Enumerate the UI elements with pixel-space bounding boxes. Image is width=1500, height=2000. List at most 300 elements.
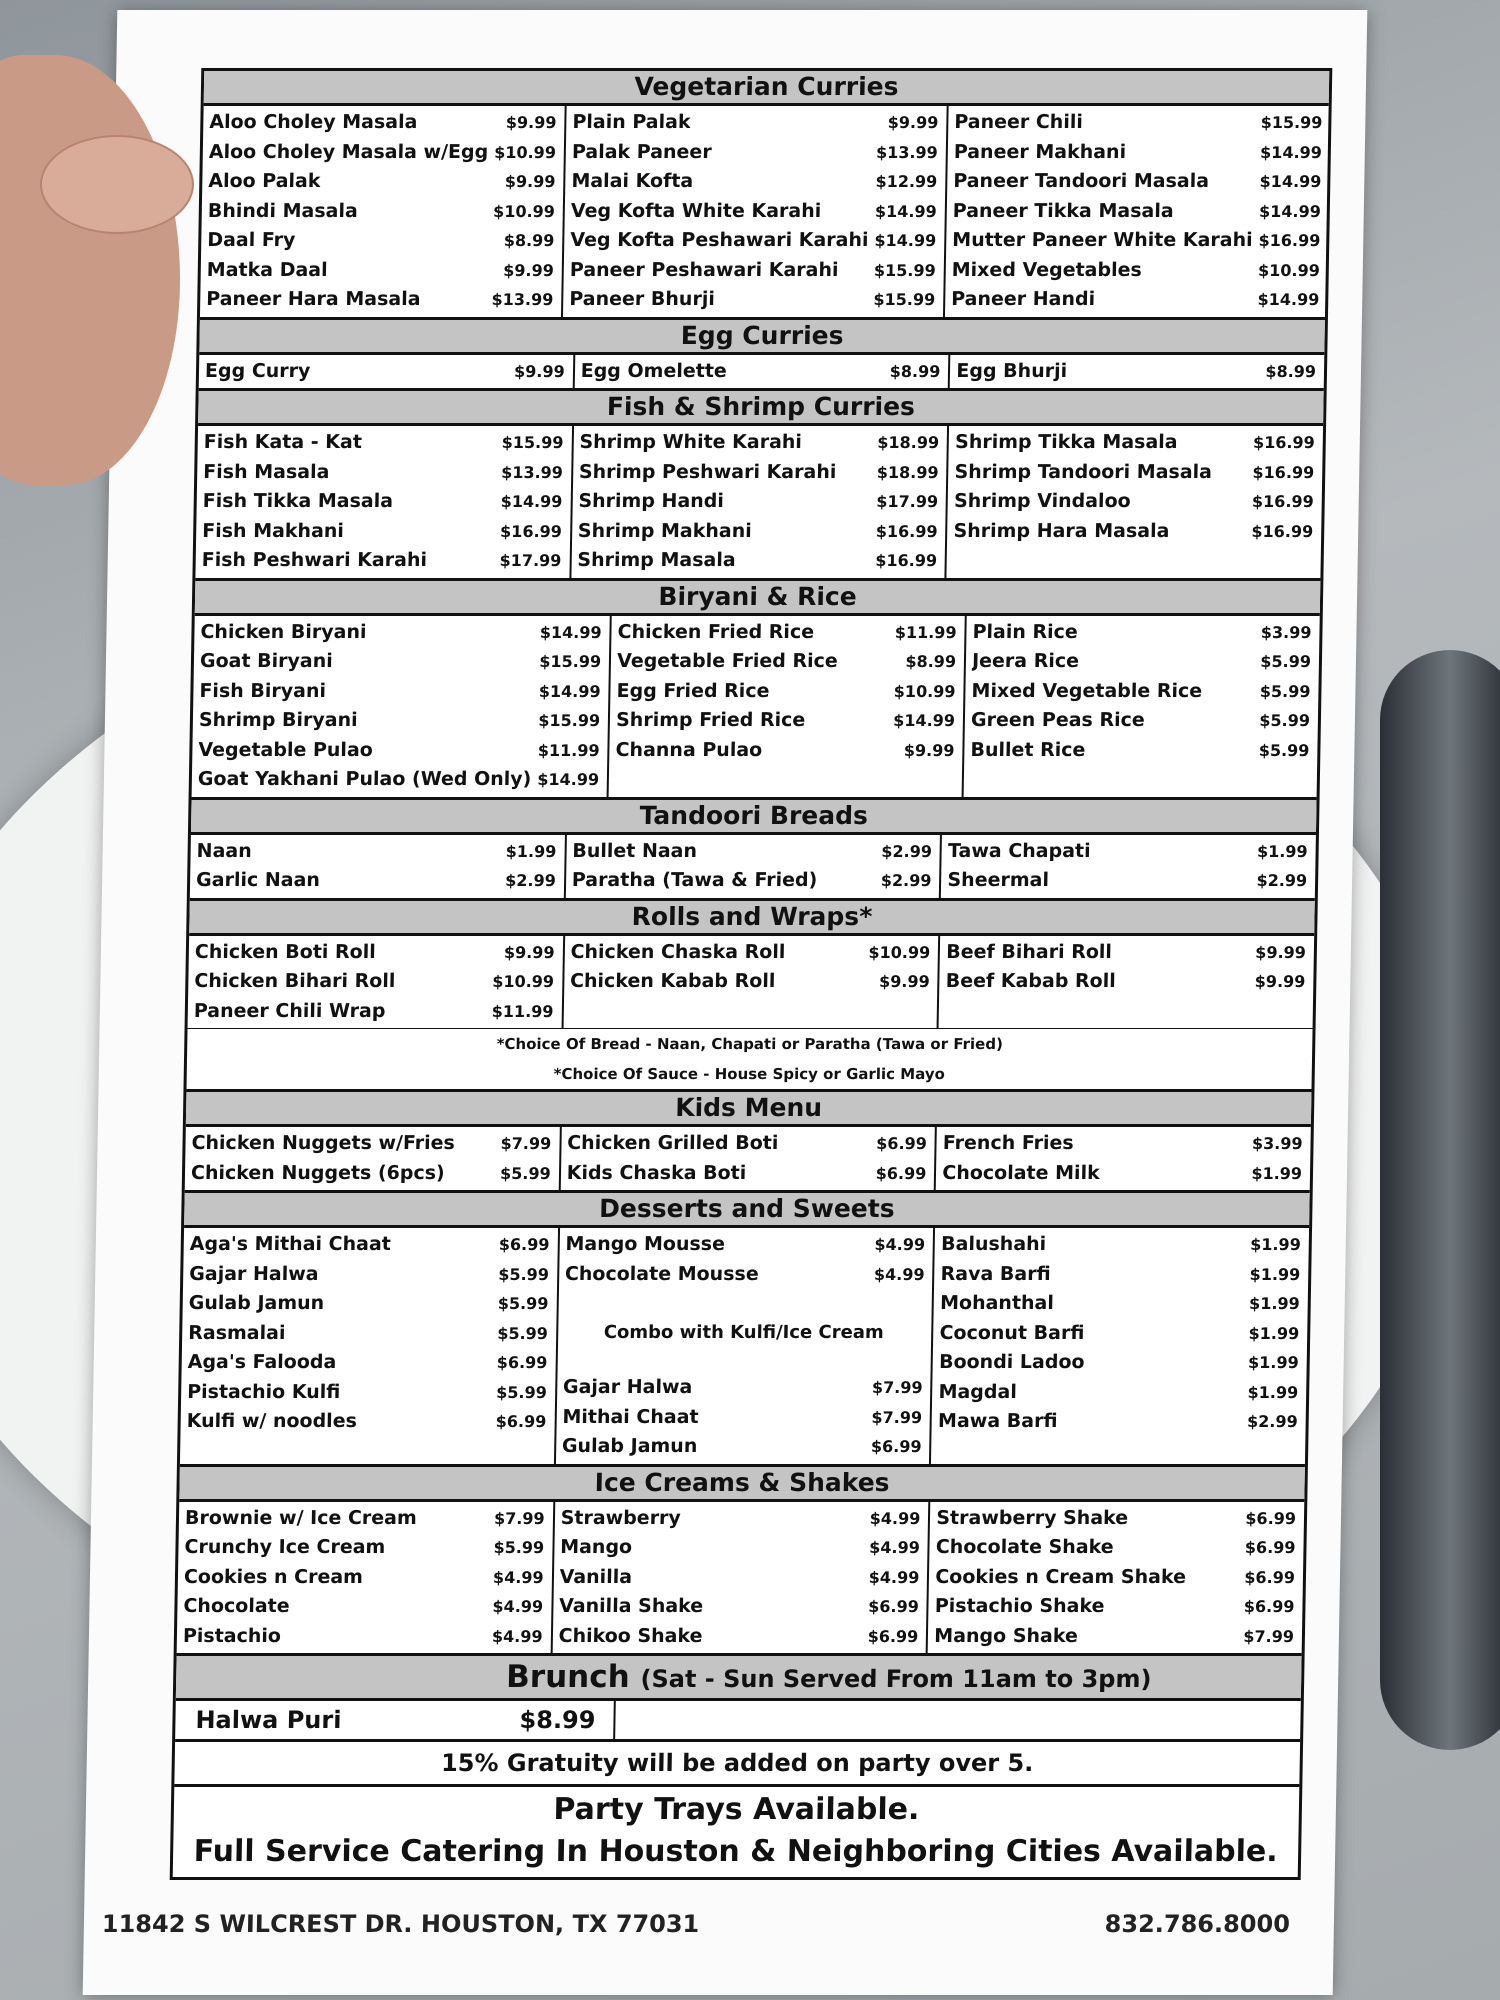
item-price: $7.99 [871,1378,923,1397]
item-name: Egg Bhurji [956,359,1068,382]
menu-item [184,1533,544,1563]
item-price: $5.99 [1259,681,1311,701]
item-price: $2.99 [505,871,556,890]
menu-item [580,357,940,387]
menu-item [570,938,930,968]
item-name: Aloo Choley Masala w/Egg [208,140,489,163]
menu-column [609,616,967,797]
item-name: Aga's Falooda [187,1351,337,1373]
item-price: $8.99 [503,231,555,250]
item-name: Shrimp Hara Masala [953,519,1170,542]
item-price: $16.99 [875,521,938,541]
item-name: Cookies n Cream [183,1565,364,1588]
menu-item [209,108,557,138]
menu-item [186,1407,546,1437]
item-price: $18.99 [877,433,940,452]
item-name: Strawberry Shake [936,1506,1129,1529]
item-name: Jeera Rice [971,650,1080,672]
item-name: Shrimp Handi [578,490,725,512]
item-price: $4.99 [874,1235,926,1254]
menu-item [559,1592,919,1622]
item-price: $10.99 [492,201,556,221]
item-price: $14.99 [500,492,563,511]
item-name: Shrimp Masala [577,549,736,571]
item-price: $13.99 [491,290,554,309]
menu-item [195,938,555,968]
item-name: Shrimp Vindaloo [953,490,1131,512]
menu-item [183,1592,543,1622]
item-name: Beef Bihari Roll [946,940,1113,963]
menu-column [566,835,943,898]
menu-item [569,285,935,315]
item-name: Chicken Chaska Roll [570,940,786,963]
menu-item [185,1504,545,1534]
item-name: Kids Chaska Boti [566,1161,747,1184]
item-name: Green Peas Rice [970,709,1145,731]
section-columns [192,616,1320,797]
menu-column [563,106,949,317]
section-title: Fish & Shrimp Curries [198,388,1324,426]
menu-item [562,1432,922,1462]
item-name: Chocolate Shake [935,1536,1114,1558]
menu-item [939,1348,1299,1378]
brunch-row [175,1701,1301,1742]
item-name: Matka Daal [206,258,328,281]
gratuity-note: 15% Gratuity will be added on party over 5. [174,1742,1300,1787]
menu-item [208,197,556,227]
menu-item [571,197,937,227]
item-price: $6.99 [867,1626,919,1646]
item-name: Fish Makhani [202,519,345,542]
item-price: $9.99 [503,942,555,962]
item-name: Fish Biryani [199,679,327,702]
item-name: Sheermal [947,869,1050,891]
catering-text: Full Service Catering In Houston & Neighboring Cities Available. [193,1834,1278,1869]
menu-column [556,1228,936,1464]
section-title: Egg Curries [199,317,1325,355]
item-price: $5.99 [1258,740,1310,760]
item-name: Fish Masala [203,460,330,483]
item-name: Mango Shake [934,1624,1079,1647]
item-price: $6.99 [876,1134,928,1153]
menu-item [191,1129,551,1159]
item-name: Gajar Halwa [189,1262,319,1285]
menu-item [204,428,564,458]
item-price: $8.99 [519,1706,596,1734]
menu-item [615,736,954,766]
menu-item [934,1622,1294,1652]
section-columns [190,835,1316,898]
section-title: Kids Menu [186,1089,1312,1127]
item-price: $1.99 [1247,1382,1299,1402]
item-price: $16.99 [499,521,563,541]
item-name: Channa Pulao [615,738,763,761]
item-name: Chicken Fried Rice [617,620,815,643]
menu-item [935,1563,1295,1593]
menu-item [209,138,557,168]
section-title: Vegetarian Curries [204,71,1330,106]
section-title: Ice Creams & Shakes [179,1464,1305,1502]
item-price: $14.99 [1259,172,1322,191]
section-note: *Choice Of Sauce - House Spicy or Garlic Mayo [553,1065,946,1083]
item-price: $15.99 [873,290,936,309]
item-price: $2.99 [1256,871,1308,890]
item-price: $1.99 [1251,1163,1303,1183]
menu-item [954,458,1314,488]
item-name: Shrimp Tikka Masala [954,431,1178,453]
menu-item [935,1592,1295,1622]
item-price: $4.99 [491,1626,543,1646]
item-price: $14.99 [893,711,956,730]
menu-column [964,616,1320,797]
item-name: Chikoo Shake [558,1624,703,1647]
brunch-header [176,1653,1302,1701]
menu-column [936,1127,1311,1190]
brunch-title: Brunch [505,1659,631,1695]
item-name: Plain Rice [972,620,1078,643]
item-price: $2.99 [1246,1412,1298,1431]
item-name: Egg Fried Rice [616,679,770,702]
menu-item [565,1230,925,1260]
item-name: Mango [559,1536,633,1558]
menu-item [183,1622,543,1652]
menu-item [971,706,1310,736]
menu-item [207,256,555,286]
item-name: Coconut Barfi [939,1321,1085,1344]
menu-item [579,428,939,458]
section-columns [200,106,1329,317]
menu-column [563,936,940,1029]
menu-item [954,138,1323,168]
item-price: $5.99 [496,1382,548,1402]
item-name: Plain Palak [572,111,691,133]
item-price: $1.99 [505,841,557,861]
menu-item [570,967,930,997]
item-name: Pistachio Shake [934,1595,1105,1617]
item-price: $2.99 [881,841,933,861]
menu-item [189,1260,549,1290]
menu-item [187,1378,547,1408]
item-name: Gajar Halwa [562,1376,693,1398]
menu-item [971,677,1310,707]
item-name: Bhindi Masala [207,199,358,222]
item-price: $15.99 [538,711,601,730]
item-price: $6.99 [868,1597,919,1616]
menu-item [175,1701,616,1739]
item-price: $1.99 [1249,1264,1301,1284]
item-price: $6.99 [1245,1508,1297,1528]
menu-column [571,426,949,578]
menu-column [947,426,1323,578]
item-price: $5.99 [493,1538,545,1557]
item-price: $4.99 [869,1538,920,1557]
menu-item [954,487,1314,517]
thumb [40,135,194,234]
menu-item [187,1348,547,1378]
item-price: $15.99 [873,260,936,280]
menu-item [572,108,938,138]
menu-column [552,1502,930,1654]
spoon [1380,650,1500,1750]
combo-label: Combo with Kulfi/Ice Cream [603,1322,884,1343]
item-name: Shrimp Tandoori Masala [954,460,1213,483]
item-name: Chicken Biryani [200,620,367,643]
item-price: $1.99 [1248,1323,1300,1343]
item-price: $9.99 [504,172,556,191]
item-name: Balushahi [940,1233,1047,1255]
item-name: Palak Paneer [571,140,712,163]
item-name: Shrimp Makhani [577,519,752,542]
item-name: Paneer Tandoori Masala [953,170,1210,192]
item-name: Paneer Chili [954,111,1084,133]
item-price: $14.99 [539,622,602,642]
menu-item [943,1129,1303,1159]
item-price: $10.99 [868,942,931,962]
item-name: Egg Curry [204,359,311,382]
menu-item [202,487,562,517]
item-price: $16.99 [1251,492,1314,511]
item-price: $9.99 [878,972,930,991]
menu-column [939,936,1314,1029]
item-price: $10.99 [492,972,555,991]
item-name: Mohanthal [939,1292,1055,1314]
item-price: $8.99 [1265,361,1317,381]
menu-column [188,936,565,1029]
item-price: $13.99 [875,142,938,162]
item-price: $14.99 [1259,142,1323,162]
address: 11842 S WILCREST DR. HOUSTON, TX 77031 [101,1910,700,1938]
item-name: Veg Kofta Peshawari Karahi [570,229,869,251]
item-name: Magdal [938,1380,1018,1403]
item-price: $7.99 [1243,1626,1295,1646]
item-name: Vanilla [559,1565,633,1588]
item-name: Chicken Boti Roll [194,940,376,963]
item-price: $16.99 [1251,521,1314,541]
menu-column [560,1127,937,1190]
item-price: $1.99 [1256,841,1308,861]
item-name: Mango Mousse [565,1233,726,1255]
menu-column [574,355,950,389]
menu-item [952,226,1321,256]
menu-item [951,285,1320,315]
item-price: $6.99 [870,1437,922,1456]
menu-item [956,357,1316,387]
section-columns [188,936,1315,1029]
menu-item [571,167,937,197]
item-name: Gulab Jamun [188,1292,325,1314]
item-price: $9.99 [513,361,565,381]
item-price: $16.99 [1258,231,1321,250]
phone-number: 832.786.8000 [1104,1910,1291,1938]
menu-column [941,835,1316,898]
item-name: Chicken Grilled Boti [567,1132,779,1154]
item-price: $18.99 [876,462,939,482]
item-price: $11.99 [537,740,600,760]
item-price: $14.99 [874,201,937,221]
section-columns [185,1127,1311,1190]
menu-item [194,967,554,997]
section-title: Biryani & Rice [195,578,1321,616]
item-name: Chicken Nuggets w/Fries [191,1132,456,1154]
item-price: $6.99 [496,1353,548,1372]
item-name: Veg Kofta White Karahi [570,199,822,222]
party-info [173,1787,1300,1877]
menu-item [951,256,1320,286]
item-price: $15.99 [1260,113,1323,132]
item-name: Cookies n Cream Shake [935,1565,1187,1588]
item-name: Aloo Palak [208,170,321,192]
item-name: Paneer Chili Wrap [193,999,386,1022]
menu-item [940,1289,1300,1319]
menu-item [947,866,1307,896]
item-name: Brownie w/ Ice Cream [184,1506,417,1529]
menu-item [578,517,938,547]
item-price: $9.99 [903,740,955,760]
menu-item [953,197,1322,227]
item-price: $16.99 [875,551,938,570]
menu-item [560,1533,920,1563]
item-name: Bullet Rice [970,738,1086,761]
item-name: Goat Biryani [199,650,333,672]
item-name: Paneer Makhani [953,140,1127,163]
menu-item [972,647,1311,677]
menu-item [972,618,1311,648]
menu-column [185,1127,562,1190]
item-price: $4.99 [873,1264,925,1284]
section-title: Tandoori Breads [191,797,1317,835]
item-name: Shrimp White Karahi [579,431,803,453]
section-columns [195,426,1323,578]
item-name: Aga's Mithai Chaat [189,1233,392,1255]
item-name: Boondi Ladoo [938,1351,1085,1373]
item-price: $11.99 [491,1001,554,1021]
item-name: Daal Fry [207,229,296,251]
item-name: Tawa Chapati [947,839,1091,862]
menu-table [170,68,1333,1880]
item-name: Beef Kabab Roll [945,970,1116,992]
item-name: Malai Kofta [571,170,694,192]
item-price: $16.99 [1252,462,1315,482]
item-price: $4.99 [868,1567,920,1587]
menu-item [938,1407,1298,1437]
menu-item [196,866,556,896]
item-price: $17.99 [499,551,562,570]
menu-column [199,355,575,389]
menu-item [970,736,1309,766]
item-name: Chicken Nuggets (6pcs) [190,1161,445,1184]
menu-item [190,1230,550,1260]
menu-column [180,1228,560,1464]
menu-column [950,355,1324,389]
item-name: Shrimp Biryani [198,709,358,731]
item-name: Halwa Puri [195,1706,342,1734]
menu-item [954,108,1323,138]
menu-column [190,835,567,898]
party-trays-text: Party Trays Available. [553,1792,920,1827]
menu-item [942,1159,1302,1189]
item-price: $9.99 [1255,942,1307,962]
menu-item [200,647,602,677]
item-name: Mixed Vegetable Rice [971,679,1203,702]
item-name: Mawa Barfi [937,1410,1058,1432]
item-price: $5.99 [497,1323,549,1343]
item-name: Fish Kata - Kat [203,431,363,453]
item-price: $9.99 [1254,972,1306,991]
item-price: $6.99 [498,1235,550,1254]
item-name: Vanilla Shake [558,1595,704,1617]
section-columns [180,1228,1309,1464]
menu-item [579,458,939,488]
item-name: Kulfi w/ noodles [186,1410,358,1432]
menu-item [940,1260,1300,1290]
item-price: $16.99 [1252,433,1315,452]
item-name: Mixed Vegetables [951,258,1142,281]
item-price: $6.99 [1243,1597,1295,1616]
item-price: $5.99 [497,1294,549,1313]
item-name: Paneer Bhurji [569,288,716,310]
menu-item [617,647,956,677]
item-name: Gulab Jamun [561,1435,698,1457]
item-price: $6.99 [875,1163,927,1183]
menu-item [572,138,938,168]
menu-item [205,357,565,387]
menu-column [200,106,567,317]
item-price: $4.99 [492,1567,544,1587]
item-price: $1.99 [1250,1235,1301,1254]
menu-item [570,256,936,286]
brunch-subtitle: (Sat - Sun Served From 11am to 3pm) [640,1665,1152,1693]
menu-item [184,1563,544,1593]
item-price: $14.99 [1257,290,1320,309]
item-price: $4.99 [869,1508,921,1528]
item-price: $3.99 [1251,1134,1303,1153]
item-name: Vegetable Fried Rice [616,650,838,672]
menu-item [562,1403,922,1433]
item-name: Naan [196,839,252,862]
menu-item [941,1230,1301,1260]
item-name: Paneer Tikka Masala [952,199,1174,222]
menu-item [207,226,555,256]
menu-item [948,837,1308,867]
item-name: Paratha (Tawa & Fried) [571,869,818,891]
menu-item [566,1159,926,1189]
item-price: $11.99 [894,622,957,642]
menu-item [559,1563,919,1593]
item-price: $8.99 [889,361,941,381]
item-price: $5.99 [1260,652,1312,671]
menu-item [565,1260,925,1290]
item-price: $6.99 [1244,1567,1296,1587]
item-name: Chicken Kabab Roll [569,970,776,992]
menu-item [200,618,602,648]
item-name: Garlic Naan [195,869,321,891]
item-name: Shrimp Peshwari Karahi [578,460,837,483]
menu-column [945,106,1331,317]
item-price: $9.99 [505,113,557,132]
item-name: Chicken Bihari Roll [194,970,396,992]
item-name: Mithai Chaat [562,1405,699,1428]
item-name: Pistachio Kulfi [187,1380,341,1403]
item-name: Rava Barfi [940,1262,1051,1285]
menu-item [572,837,932,867]
menu-item [198,736,600,766]
item-price: $9.99 [503,260,555,280]
item-price: $10.99 [893,681,956,701]
menu-item [558,1622,918,1652]
item-name: Mutter Paneer White Karahi [952,229,1253,251]
item-price: $4.99 [492,1597,544,1616]
item-price: $12.99 [875,172,938,191]
